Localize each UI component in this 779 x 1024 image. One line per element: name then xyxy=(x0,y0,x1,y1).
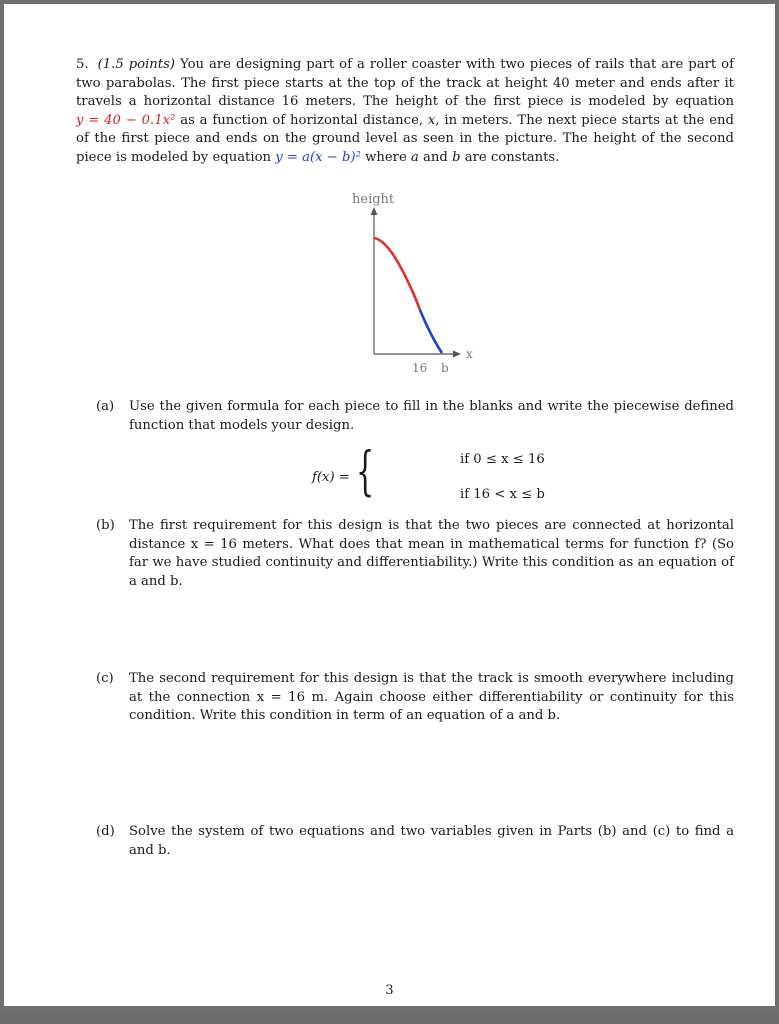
part-b xyxy=(96,517,734,591)
part-b-label: (b) xyxy=(96,518,115,533)
part-c-label: (c) xyxy=(96,671,114,686)
part-c xyxy=(96,670,734,726)
part-b-text: The first requirement for this design is that the two pieces are connected at horizontal distance x = 16 meters. What does that mean in mathematical terms for function f? (So far we have studied continuity and differentiability.) Write this condition as an equation of a and b. xyxy=(129,518,734,589)
equation-piece-1: y = 40 − 0.1x² xyxy=(76,112,176,128)
y-axis-arrow-icon xyxy=(371,207,378,215)
problem-statement xyxy=(76,56,734,168)
case-1-text: if 0 ≤ x ≤ 16 xyxy=(460,452,545,467)
case-2-text: if 16 < x ≤ b xyxy=(460,487,545,502)
problem-points: (1.5 points) xyxy=(97,57,176,72)
part-d-label: (d) xyxy=(96,824,115,839)
piecewise-brace-icon: { xyxy=(356,442,375,502)
problem-text-1: You are designing part of a roller coaster with two pieces of rails that are part of two parabolas. The first piece starts at the top of the track at height 40 meter and ends after it travels a horizontal distance 16 meters. The height of the first piece is modeled by equation xyxy=(76,57,734,110)
part-a xyxy=(96,398,734,435)
var-x: x xyxy=(427,112,436,128)
piece-1-curve xyxy=(374,238,420,310)
part-d xyxy=(96,823,734,860)
problem-number: 5. xyxy=(76,57,89,72)
piece-2-curve xyxy=(420,310,442,353)
equation-piece-2: y = a(x − b)² xyxy=(275,149,361,165)
fx-text: f(x) = xyxy=(312,470,350,485)
var-a: a xyxy=(410,149,419,165)
problem-text-5: and xyxy=(423,149,448,165)
roller-coaster-figure xyxy=(340,186,480,376)
tick-label-b: b xyxy=(441,361,449,375)
problem-text-4: where xyxy=(365,149,407,165)
tick-label-16: 16 xyxy=(412,361,428,375)
page-number: 3 xyxy=(385,983,394,998)
piecewise-case-2 xyxy=(460,487,545,502)
var-b: b xyxy=(452,149,461,165)
y-axis-label: height xyxy=(352,192,395,207)
x-axis-arrow-icon xyxy=(453,351,461,358)
problem-text-3: , in meters. The next piece starts at the end of the first piece and ends on the ground level as seen in the picture. The height of the second piece is modeled by equation xyxy=(76,112,734,165)
piecewise-fx-label xyxy=(312,470,350,485)
part-c-text: The second requirement for this design is that the track is smooth everywhere including at the connection x = 16 m. Again choose either differentiability or continuity for this condition. Write this condition in term of an equation of a and b. xyxy=(129,671,734,724)
part-d-text: Solve the system of two equations and two variables given in Parts (b) and (c) to find a and b. xyxy=(129,824,734,858)
part-a-label: (a) xyxy=(96,399,115,414)
piecewise-case-1 xyxy=(460,452,545,467)
x-axis-label: x xyxy=(466,347,473,361)
figure-svg xyxy=(340,186,480,376)
part-a-text: Use the given formula for each piece to fill in the blanks and write the piecewise defined function that models your design. xyxy=(129,399,734,433)
viewer-bottom-bar xyxy=(0,1012,779,1024)
problem-text-6: are constants. xyxy=(464,149,560,165)
problem-text-2: as a function of horizontal distance, xyxy=(180,112,424,128)
